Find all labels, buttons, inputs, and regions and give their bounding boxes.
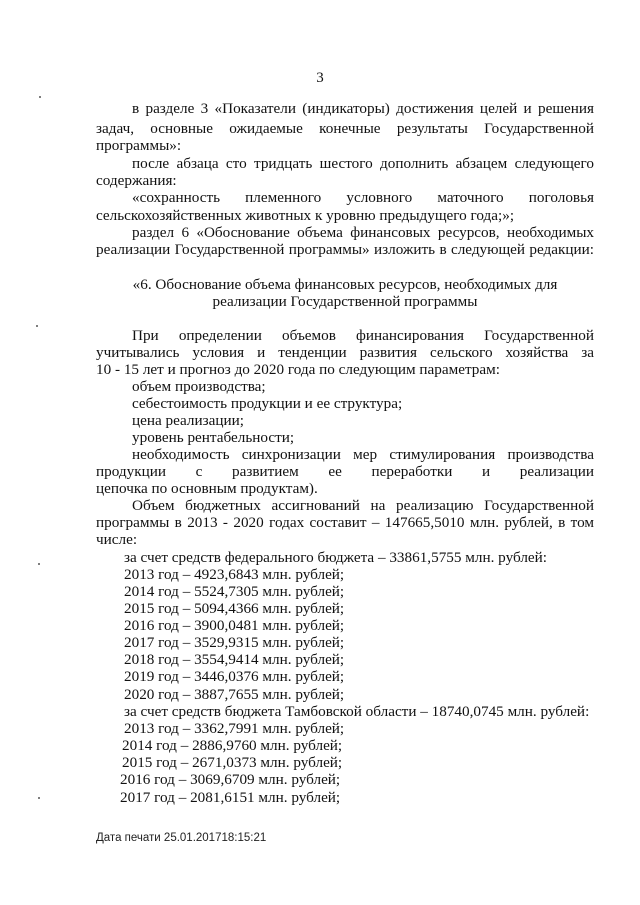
scan-speck	[38, 563, 40, 565]
federal-year-item: 2014 год – 5524,7305 млн. рублей;	[124, 583, 345, 600]
regional-budget-title: за счет средств бюджета Тамбовской области – 18740,0745 млн. рублей:	[124, 703, 590, 720]
federal-year-item: 2018 год – 3554,9414 млн. рублей;	[124, 651, 345, 668]
paragraph-4-line-2: реализации Государственной программы» изложить в следующей редакции:	[96, 241, 594, 258]
federal-year-item: 2019 год – 3446,0376 млн. рублей;	[124, 668, 345, 685]
paragraph-5-line-2: учитывались условия и тенденции развития сельского хозяйства за	[96, 344, 594, 361]
regional-year-item: 2016 год – 3069,6709 млн. рублей;	[120, 771, 341, 788]
paragraph-6-line-2: продукции с развитием ее переработки и реализации	[96, 463, 594, 480]
paragraph-5-line-1: При определении объемов финансирования Государственной	[132, 327, 594, 344]
print-date: Дата печати 25.01.201718:15:21	[96, 832, 267, 844]
paragraph-1-line-3: программы»:	[96, 137, 182, 154]
regional-year-item: 2015 год – 2671,0373 млн. рублей;	[122, 754, 343, 771]
section-heading-line-1: «6. Обоснование объема финансовых ресурсов, необходимых для	[132, 276, 558, 293]
param-item: уровень рентабельности;	[132, 429, 295, 446]
paragraph-3-line-2: сельскохозяйственных животных к уровню предыдущего года;»;	[96, 207, 515, 224]
paragraph-2-line-2: содержания:	[96, 172, 177, 189]
regional-year-item: 2013 год – 3362,7991 млн. рублей;	[124, 720, 345, 737]
param-item: цена реализации;	[132, 412, 244, 429]
paragraph-3-line-1: «сохранность племенного условного маточного поголовья	[132, 189, 594, 206]
paragraph-6-line-3: цепочка по основным продуктам).	[96, 480, 318, 497]
scan-speck	[38, 797, 40, 799]
paragraph-7-line-3: числе:	[96, 531, 138, 548]
paragraph-4-line-1: раздел 6 «Обоснование объема финансовых ресурсов, необходимых	[132, 224, 594, 241]
paragraph-2-line-1: после абзаца сто тридцать шестого дополнить абзацем следующего	[132, 155, 594, 172]
paragraph-1-line-2: задач, основные ожидаемые конечные результаты Государственной	[96, 120, 594, 137]
scan-speck	[39, 96, 41, 98]
federal-year-item: 2013 год – 4923,6843 млн. рублей;	[124, 566, 345, 583]
paragraph-5-line-3: 10 - 15 лет и прогноз до 2020 года по следующим параметрам:	[96, 361, 500, 378]
federal-year-item: 2016 год – 3900,0481 млн. рублей;	[124, 617, 345, 634]
paragraph-6-line-1: необходимость синхронизации мер стимулирования производства	[132, 446, 594, 463]
regional-year-item: 2014 год – 2886,9760 млн. рублей;	[122, 737, 343, 754]
scan-speck	[36, 325, 38, 327]
paragraph-7-line-1: Объем бюджетных ассигнований на реализацию Государственной	[132, 497, 594, 514]
section-heading-line-2: реализации Государственной программы	[212, 293, 478, 310]
federal-year-item: 2015 год – 5094,4366 млн. рублей;	[124, 600, 345, 617]
federal-year-item: 2020 год – 3887,7655 млн. рублей;	[124, 686, 345, 703]
param-item: себестоимость продукции и ее структура;	[132, 395, 403, 412]
param-item: объем производства;	[132, 378, 266, 395]
paragraph-1-line-1: в разделе 3 «Показатели (индикаторы) достижения целей и решения	[132, 100, 594, 117]
page-number: 3	[316, 70, 324, 86]
regional-year-item: 2017 год – 2081,6151 млн. рублей;	[120, 789, 341, 806]
paragraph-7-line-2: программы в 2013 - 2020 годах составит – 147665,5010 млн. рублей, в том	[96, 514, 594, 531]
federal-budget-title: за счет средств федерального бюджета – 33861,5755 млн. рублей:	[124, 549, 547, 566]
federal-year-item: 2017 год – 3529,9315 млн. рублей;	[124, 634, 345, 651]
